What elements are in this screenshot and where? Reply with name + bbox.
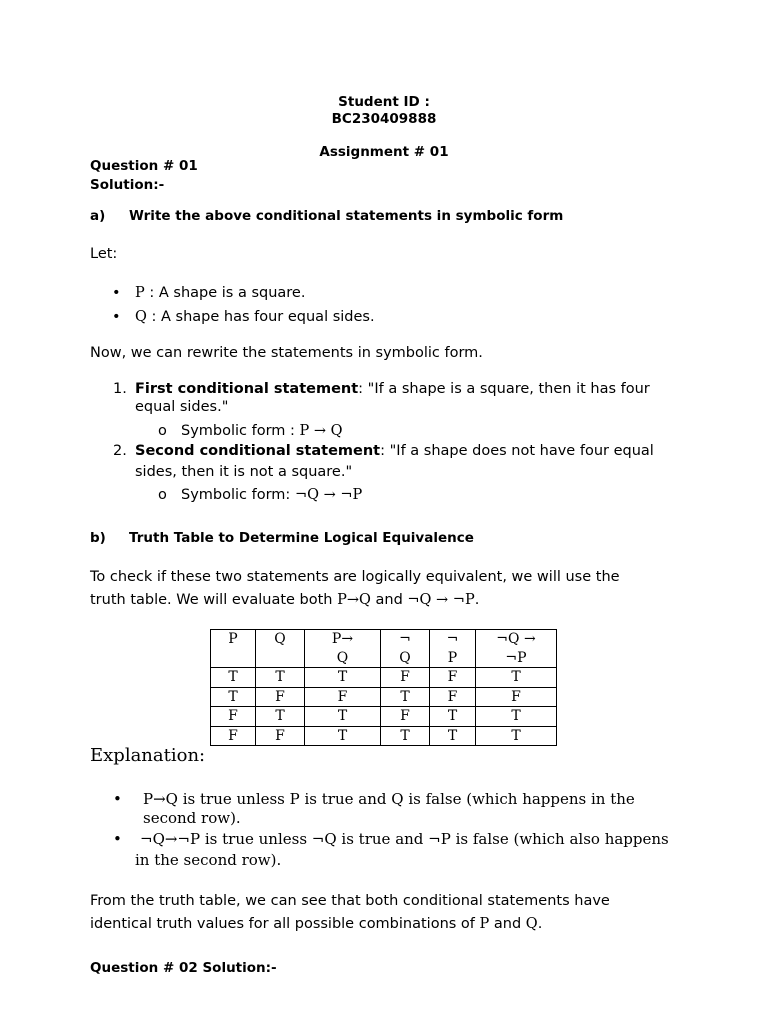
explanation-bullet-1-line2: second row). [143, 809, 241, 827]
conclusion-line1: From the truth table, we can see that both conditional statements have [90, 893, 610, 909]
question-2-title: Question # 02 Solution:- [90, 960, 277, 976]
table-cell: F [211, 707, 256, 727]
item-1-line2: equal sides." [135, 399, 229, 415]
conclusion-line2: identical truth values for all possible combinations of P and Q. [90, 916, 543, 932]
table-cell: T [381, 687, 430, 707]
header-cell: ¬Q → ¬P [476, 630, 557, 668]
item-1-line1: First conditional statement: "If a shape is a square, then it has four [135, 381, 650, 397]
sub-marker: o [158, 487, 167, 503]
part-b-para-line1: To check if these two statements are logically equivalent, we will use the [90, 569, 620, 585]
table-cell: F [476, 687, 557, 707]
table-cell: T [211, 668, 256, 688]
table-cell: T [256, 707, 305, 727]
explanation-heading: Explanation: [90, 745, 206, 766]
bullet-dot: • [113, 790, 122, 808]
table-cell: F [305, 687, 381, 707]
table-row [211, 668, 557, 688]
table-cell: T [305, 668, 381, 688]
table-cell: F [381, 668, 430, 688]
table-cell: T [430, 726, 476, 746]
let-label: Let: [90, 246, 118, 262]
part-a-marker: a) [90, 208, 106, 224]
part-b-marker: b) [90, 530, 106, 546]
table-cell: T [476, 668, 557, 688]
truth-table [210, 629, 557, 746]
bullet-dot: • [112, 309, 121, 325]
table-cell: F [430, 687, 476, 707]
sub-marker: o [158, 423, 167, 439]
student-id-label: Student ID : [338, 94, 430, 110]
table-cell: F [381, 707, 430, 727]
table-cell: F [211, 726, 256, 746]
explanation-bullet-1-line1: P→Q is true unless P is true and Q is false (which happens in the [143, 790, 635, 808]
table-cell: T [476, 707, 557, 727]
header-cell: ¬ P [430, 630, 476, 668]
explanation-bullet-2-line1: ¬Q→¬P is true unless ¬Q is true and ¬P is false (which also happens [140, 830, 669, 848]
table-row [211, 707, 557, 727]
table-cell: T [430, 707, 476, 727]
table-cell: T [211, 687, 256, 707]
item-2-symbolic: Symbolic form: ¬Q → ¬P [181, 487, 363, 503]
item-1-symbolic: Symbolic form : P → Q [181, 423, 343, 439]
table-cell: F [256, 687, 305, 707]
header-cell: P→ Q [305, 630, 381, 668]
bullet-dot: • [113, 830, 122, 848]
question-1-title: Question # 01 [90, 158, 198, 174]
table-cell: T [256, 668, 305, 688]
header-cell: ¬ Q [381, 630, 430, 668]
assignment-title: Assignment # 01 [319, 144, 449, 160]
bullet-dot: • [112, 285, 121, 301]
table-cell: T [476, 726, 557, 746]
table-header-row [211, 630, 557, 668]
part-b-para-line2: truth table. We will evaluate both P→Q and ¬Q → ¬P. [90, 592, 480, 608]
table-cell: T [381, 726, 430, 746]
table-cell: T [305, 707, 381, 727]
table-row [211, 687, 557, 707]
table-cell: F [430, 668, 476, 688]
item-2-line2: sides, then it is not a square." [135, 464, 353, 480]
bullet-p: P : A shape is a square. [135, 285, 306, 301]
header-cell: Q [256, 630, 305, 668]
student-id: BC230409888 [331, 111, 437, 127]
part-b-heading: Truth Table to Determine Logical Equivalence [129, 530, 474, 546]
header-cell: P [211, 630, 256, 668]
item-2-number: 2. [113, 443, 127, 459]
item-2-line1: Second conditional statement: "If a shape does not have four equal [135, 443, 654, 459]
part-a-heading: Write the above conditional statements in symbolic form [129, 208, 564, 224]
table-row [211, 726, 557, 746]
table-cell: T [305, 726, 381, 746]
explanation-bullet-2-line2: in the second row). [135, 851, 282, 869]
table-cell: F [256, 726, 305, 746]
solution-label: Solution:- [90, 177, 165, 193]
bullet-q: Q : A shape has four equal sides. [135, 309, 375, 325]
item-1-number: 1. [113, 381, 127, 397]
intro-text: Now, we can rewrite the statements in symbolic form. [90, 345, 483, 361]
